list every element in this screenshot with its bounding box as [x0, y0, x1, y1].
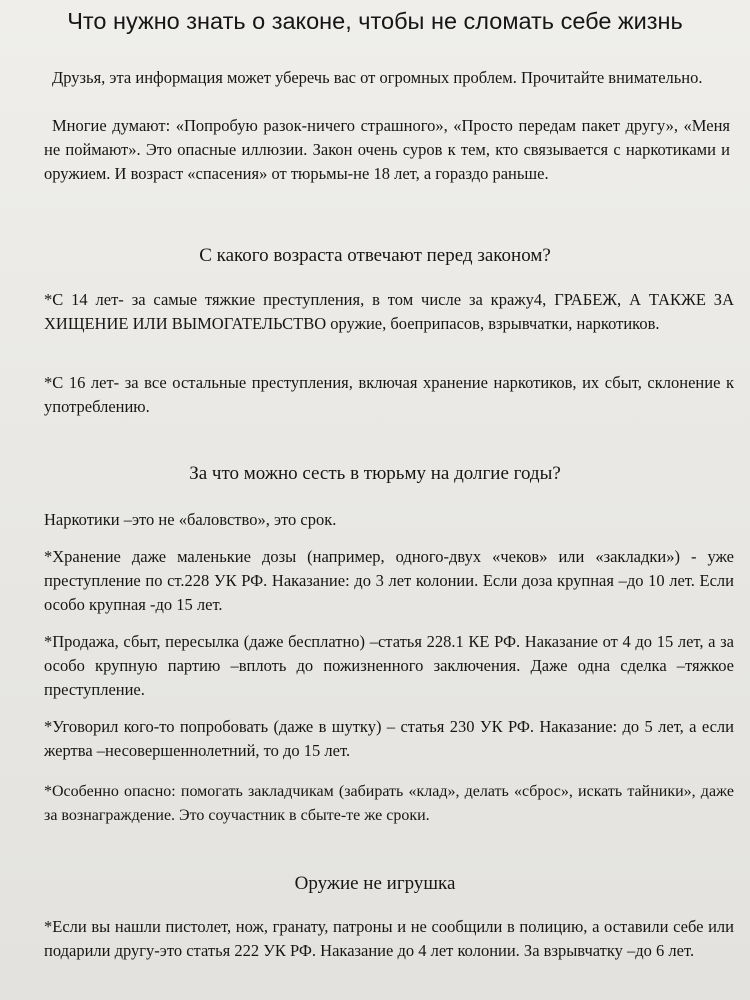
age-item-14: *С 14 лет- за самые тяжкие преступления, в том числе за кражу4, ГРАБЕЖ, А ТАКЖЕ ЗА ХИЩЕНИЕ ИЛИ ВЫМОГАТЕЛЬСТВО оружие, боеприпасов, взрывчатки, наркотиков. — [44, 290, 734, 333]
intro-paragraph-2: Многие думают: «Попробую разок-ничего страшного», «Просто передам пакет другу», «Меня не поймают». Это опасные иллюзии. Закон очень суров к тем, кто связывается с наркотиками и оружием. И возраст «спасения» от тюрьмы-не 18 лет, а гораздо раньше. — [44, 116, 730, 183]
age-item-16: *С 16 лет- за все остальные преступления, включая хранение наркотиков, их сбыт, склонение к употреблению. — [44, 373, 734, 416]
prison-item-persuasion: *Уговорил кого-то попробовать (даже в шутку) – статья 230 УК РФ. Наказание: до 5 лет, а если жертва –несовершеннолетний, то до 15 лет. — [44, 717, 734, 760]
weapons-item: *Если вы нашли пистолет, нож, гранату, патроны и не сообщили в полицию, а оставили себе или подарили другу-это статья 222 УК РФ. Наказание до 4 лет колонии. За взрывчатку –до 6 лет. — [44, 917, 734, 960]
intro-paragraph-1: Друзья, эта информация может уберечь вас от огромных проблем. Прочитайте внимательно. — [52, 68, 703, 87]
document-title: Что нужно знать о законе, чтобы не сломать себе жизнь — [67, 8, 683, 34]
prison-item-storage: *Хранение даже маленькие дозы (например, одного-двух «чеков» или «закладки») - уже преступление по ст.228 УК РФ. Наказание: до 3 лет колонии. Если доза крупная –до 10 лет. Если особо крупная -до 15 лет. — [44, 547, 734, 614]
prison-item-sale: *Продажа, сбыт, пересылка (даже бесплатно) –статья 228.1 КЕ РФ. Наказание от 4 до 15 лет, а за особо крупную партию –вплоть до пожизненного заключения. Даже одна сделка –тяжкое преступление. — [44, 632, 734, 699]
section-heading-weapons: Оружие не игрушка — [294, 873, 456, 894]
prison-item-couriers: *Особенно опасно: помогать закладчикам (забирать «клад», делать «сброс», искать тайники», даже за вознаграждение. Это соучастник в сбыте-те же сроки. — [44, 783, 734, 824]
prison-lead: Наркотики –это не «баловство», это срок. — [44, 510, 337, 529]
section-heading-prison: За что можно сесть в тюрьму на долгие годы? — [189, 463, 561, 484]
section-heading-age: С какого возраста отвечают перед законом? — [199, 245, 551, 266]
